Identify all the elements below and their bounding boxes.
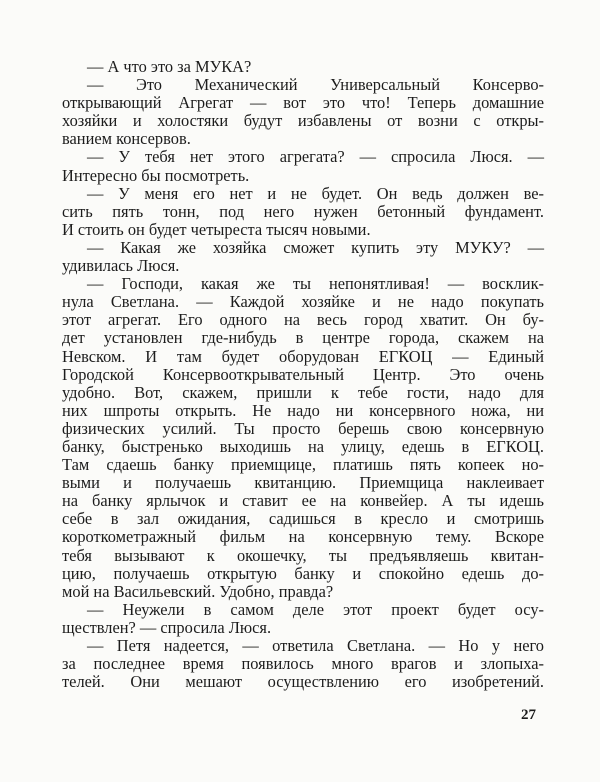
text-line: короткометражный фильм на консервную тему. Вскоре	[62, 527, 544, 547]
text-line: тебя вызывают к окошечку, ты предъявляешь квитан-	[62, 545, 544, 565]
text-line: телей. Они мешают осуществлению его изобретений.	[62, 672, 544, 692]
text-line: открывающий Агрегат — вот это что! Теперь домашние	[62, 93, 544, 113]
text-line: цию, получаешь открытую банку и спокойно едешь до-	[62, 563, 544, 583]
text-line: хозяйки и холостяки будут избавлены от возни с откры-	[62, 111, 544, 131]
text-line: — Господи, какая же ты непонятливая! — восклик-	[87, 274, 544, 294]
text-line: ванием консервов.	[62, 129, 191, 149]
body-text	[62, 58, 544, 691]
text-line: — У меня его нет и не будет. Он ведь должен ве-	[87, 183, 544, 203]
text-line: ществлен? — спросила Люся.	[62, 617, 272, 637]
text-line: Интересно бы посмотреть.	[62, 165, 250, 185]
text-line: — Какая же хозяйка сможет купить эту МУКУ? —	[87, 237, 544, 257]
text-line: Там сдаешь банку приемщице, платишь пять копеек но-	[62, 455, 544, 475]
text-line: нула Светлана. — Каждой хозяйке и не надо покупать	[62, 292, 544, 312]
text-line: мой на Васильевский. Удобно, правда?	[62, 581, 334, 601]
text-line: сить пять тонн, под него нужен бетонный фундамент.	[62, 201, 544, 221]
text-line: — У тебя нет этого агрегата? — спросила Люся. —	[87, 147, 544, 167]
text-line: удобно. Вот, скажем, пришли к тебе гости, надо для	[62, 382, 544, 402]
text-line: них шпроты открыть. Не надо ни консервного ножа, ни	[62, 400, 544, 420]
text-line: на банку ярлычок и ставит ее на конвейер. А ты идешь	[62, 491, 544, 511]
text-line: — Неужели в самом деле этот проект будет осу-	[87, 599, 544, 619]
page-number: 27	[521, 707, 536, 723]
text-line: за последнее время появилось много врагов и злопыха-	[62, 654, 544, 674]
text-line: удивилась Люся.	[62, 256, 180, 276]
text-line: — А что это за МУКА?	[87, 57, 252, 76]
text-line: И стоить он будет четыреста тысяч новыми.	[62, 219, 371, 239]
text-line: Городской Консервооткрывательный Центр. Это очень	[62, 364, 544, 384]
text-line: Невском. И там будет оборудован ЕГКОЦ — Единый	[62, 346, 544, 366]
text-line: дет установлен где-нибудь в центре города, скажем на	[62, 328, 544, 348]
text-line: банку, быстренько выходишь на улицу, едешь в ЕГКОЦ.	[62, 436, 544, 456]
text-line: — Петя надеется, — ответила Светлана. — Но у него	[87, 636, 544, 655]
text-line: этот агрегат. Его одного на весь город хватит. Он бу-	[62, 310, 544, 330]
text-line: физических усилий. Ты просто берешь свою консервную	[62, 418, 544, 438]
text-line: себе в зал ожидания, садишься в кресло и смотришь	[62, 509, 544, 529]
text-line: — Это Механический Универсальный Консерво-	[87, 75, 544, 95]
text-line: выми и получаешь квитанцию. Приемщица наклеивает	[62, 473, 544, 493]
